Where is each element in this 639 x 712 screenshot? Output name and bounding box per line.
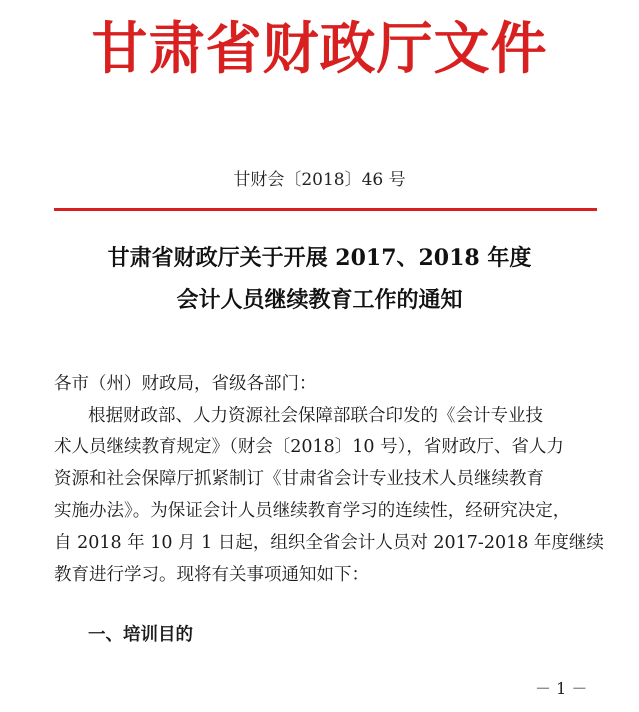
paragraph-line: 术人员继续教育规定》（财会〔2018〕10 号），省财政厅、省人力 <box>54 437 564 457</box>
paragraph-line: 实施办法》。为保证会计人员继续教育学习的连续性，经研究决定， <box>54 501 571 521</box>
salutation: 各市（州）财政局，省级各部门： <box>54 374 317 394</box>
paragraph-line: 自 2018 年 10 月 1 日起，组织全省会计人员对 2017-2018 年度继续 <box>54 533 604 553</box>
red-divider-rule <box>54 208 597 211</box>
document-issuer-title: 甘肃省财政厅文件 <box>91 16 548 82</box>
paragraph-line: 资源和社会保障厅抓紧制订《甘肃省会计专业技术人员继续教育 <box>54 469 544 489</box>
page-number: － 1 － <box>535 679 588 698</box>
paragraph-line: 根据财政部、人力资源社会保障部联合印发的《会计专业技 <box>88 406 543 426</box>
document-number: 甘财会〔2018〕46 号 <box>233 170 406 190</box>
section-heading: 一、培训目的 <box>88 625 193 645</box>
notice-title-line-2: 会计人员继续教育工作的通知 <box>176 287 463 313</box>
paragraph-line: 教育进行学习。现将有关事项通知如下： <box>54 565 369 585</box>
notice-title-line-1: 甘肃省财政厅关于开展 2017、2018 年度 <box>107 245 532 271</box>
